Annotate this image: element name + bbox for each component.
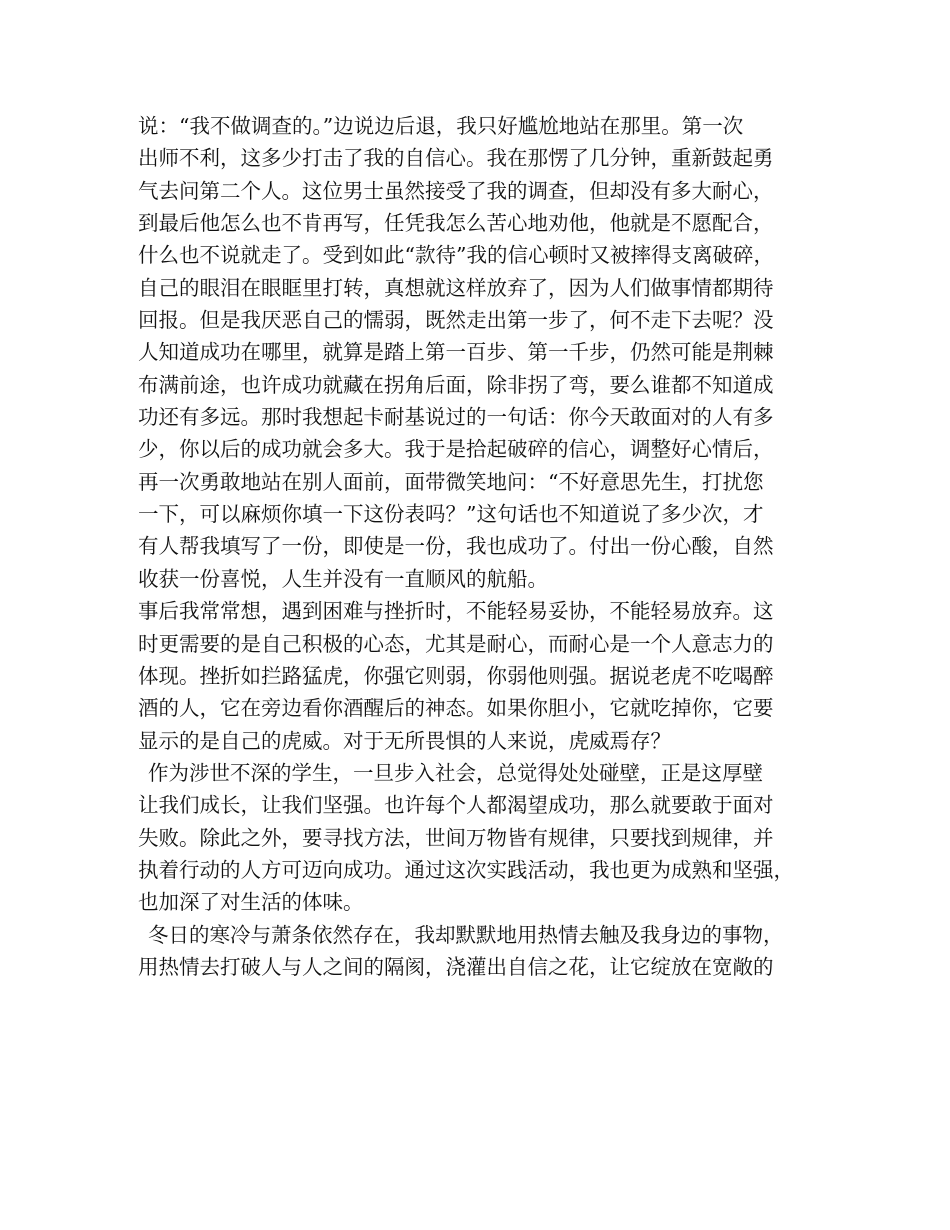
text-line: 到最后他怎么也不肯再写，任凭我怎么苦心地劝他，他就是不愿配合， bbox=[138, 211, 774, 236]
text-line: 人知道成功在哪里，就算是踏上第一百步、第一千步，仍然可能是荆棘 bbox=[138, 340, 774, 365]
text-line: 气去问第二个人。这位男士虽然接受了我的调查，但却没有多大耐心， bbox=[138, 178, 774, 203]
text-line: 出师不利，这多少打击了我的自信心。我在那愣了几分钟，重新鼓起勇 bbox=[138, 146, 774, 171]
text-line: 执着行动的人方可迈向成功。通过这次实践活动，我也更为成熟和坚强， bbox=[138, 857, 794, 882]
text-line: 布满前途，也许成功就藏在拐角后面，除非拐了弯，要么谁都不知道成 bbox=[138, 372, 774, 397]
text-line: 酒的人，它在旁边看你酒醒后的神态。如果你胆小，它就吃掉你，它要 bbox=[138, 696, 774, 721]
text-line: 时更需要的是自己积极的心态，尤其是耐心，而耐心是一个人意志力的 bbox=[138, 631, 774, 656]
text-line: 冬日的寒冷与萧条依然存在，我却默默地用热情去触及我身边的事物， bbox=[148, 922, 784, 947]
text-line: 功还有多远。那时我想起卡耐基说过的一句话：你今天敢面对的人有多 bbox=[138, 405, 774, 430]
text-line: 显示的是自己的虎威。对于无所畏惧的人来说，虎威焉存？ bbox=[138, 728, 671, 753]
text-line: 一下，可以麻烦你填一下这份表吗？”这句话也不知道说了多少次，才 bbox=[138, 502, 764, 527]
text-line: 让我们成长，让我们坚强。也许每个人都渴望成功，那么就要敢于面对 bbox=[138, 793, 774, 818]
text-line: 失败。除此之外，要寻找方法，世间万物皆有规律，只要找到规律，并 bbox=[138, 825, 774, 850]
text-line: 用热情去打破人与人之间的隔阂，浇灌出自信之花，让它绽放在宽敞的 bbox=[138, 954, 774, 979]
text-line: 少，你以后的成功就会多大。我于是拾起破碎的信心，调整好心情后， bbox=[138, 437, 774, 462]
text-line: 说：“我不做调查的。”边说边后退，我只好尴尬地站在那里。第一次 bbox=[138, 114, 744, 138]
text-line: 有人帮我填写了一份，即使是一份，我也成功了。付出一份心酸，自然 bbox=[138, 534, 774, 559]
text-line: 什么也不说就走了。受到如此“款待”我的信心顿时又被摔得支离破碎， bbox=[138, 243, 774, 268]
text-line: 再一次勇敢地站在别人面前，面带微笑地问：“不好意思先生，打扰您 bbox=[138, 469, 764, 494]
text-line: 事后我常常想，遇到困难与挫折时，不能轻易妥协，不能轻易放弃。这 bbox=[138, 599, 774, 624]
text-line: 体现。挫折如拦路猛虎，你强它则弱，你弱他则强。据说老虎不吃喝醉 bbox=[138, 663, 774, 688]
text-line: 回报。但是我厌恶自己的懦弱，既然走出第一步了，何不走下去呢？没 bbox=[138, 308, 774, 333]
text-line: 自己的眼泪在眼眶里打转，真想就这样放弃了，因为人们做事情都期待 bbox=[138, 275, 774, 300]
text-line: 也加深了对生活的体味。 bbox=[138, 890, 364, 915]
text-line: 作为涉世不深的学生，一旦步入社会，总觉得处处碰壁，正是这厚壁 bbox=[148, 760, 763, 785]
text-line: 收获一份喜悦，人生并没有一直顺风的航船。 bbox=[138, 566, 548, 591]
essay-body bbox=[138, 110, 818, 983]
